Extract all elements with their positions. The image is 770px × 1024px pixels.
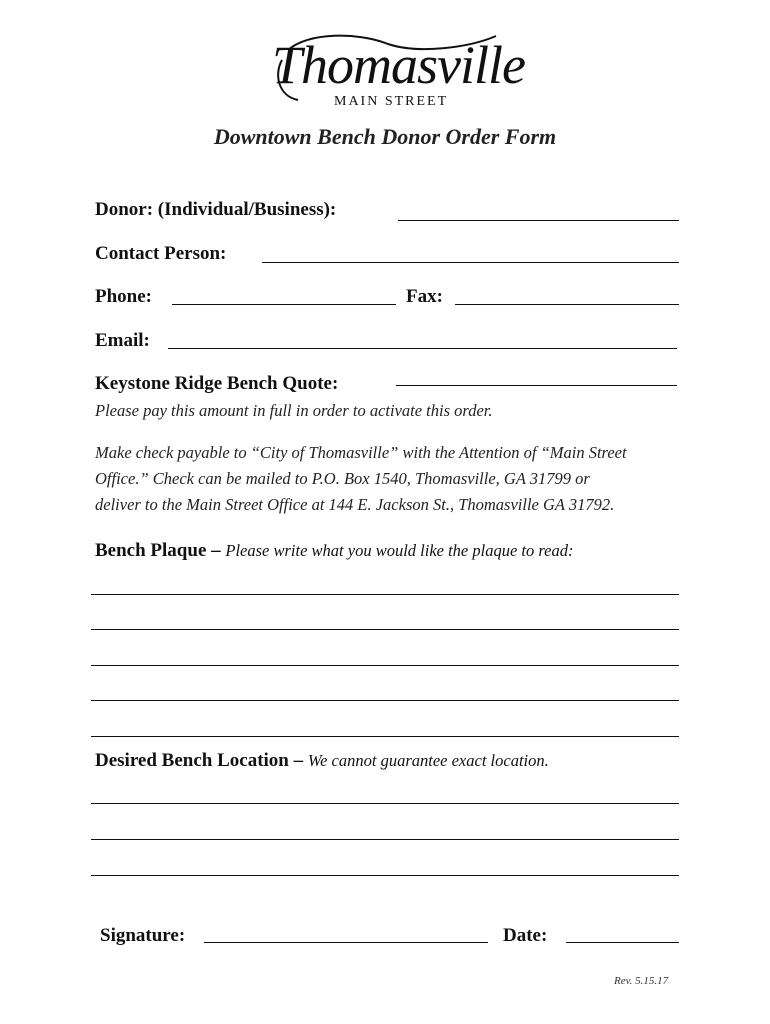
logo-wordmark: Thomasville [272, 35, 525, 95]
location-line[interactable] [91, 839, 679, 840]
plaque-line[interactable] [91, 665, 679, 666]
payment-line: Make check payable to “City of Thomasville” with the Attention of “Main Street [95, 443, 627, 462]
revision-note: Rev. 5.15.17 [614, 975, 669, 987]
bench-quote-label: Keystone Ridge Bench Quote: [95, 373, 339, 394]
logo-subtitle: MAIN STREET [334, 94, 449, 109]
phone-label: Phone: [95, 286, 152, 307]
phone-field[interactable] [172, 304, 396, 305]
plaque-line[interactable] [91, 736, 679, 737]
location-label: Desired Bench Location – [95, 750, 304, 771]
contact-person-field[interactable] [262, 262, 679, 263]
email-field[interactable] [168, 348, 677, 349]
plaque-line[interactable] [91, 629, 679, 630]
plaque-note: Please write what you would like the plaque to read: [225, 541, 574, 560]
contact-person-label: Contact Person: [95, 243, 227, 264]
fax-field[interactable] [455, 304, 679, 305]
payment-line: Office.” Check can be mailed to P.O. Box 1540, Thomasville, GA 31799 or [95, 469, 590, 488]
location-line[interactable] [91, 803, 679, 804]
date-label: Date: [503, 925, 548, 946]
donor-field[interactable] [398, 220, 679, 221]
payment-instructions [95, 440, 695, 518]
signature-label: Signature: [100, 925, 186, 946]
thomasville-logo [268, 30, 525, 114]
plaque-label: Bench Plaque – [95, 540, 221, 561]
signature-field[interactable] [204, 942, 488, 943]
email-label: Email: [95, 330, 150, 351]
plaque-line[interactable] [91, 700, 679, 701]
location-line[interactable] [91, 875, 679, 876]
location-note: We cannot guarantee exact location. [307, 751, 549, 770]
donor-label: Donor: (Individual/Business): [95, 199, 337, 220]
fax-label: Fax: [406, 286, 443, 307]
plaque-line[interactable] [91, 594, 679, 595]
plaque-heading [95, 540, 574, 562]
date-field[interactable] [566, 942, 679, 943]
form-title: Downtown Bench Donor Order Form [213, 124, 557, 149]
quote-note: Please pay this amount in full in order to activate this order. [95, 401, 493, 420]
payment-line: deliver to the Main Street Office at 144 E. Jackson St., Thomasville GA 31792. [95, 495, 615, 514]
location-heading [95, 750, 549, 772]
bench-quote-field[interactable] [396, 385, 677, 386]
